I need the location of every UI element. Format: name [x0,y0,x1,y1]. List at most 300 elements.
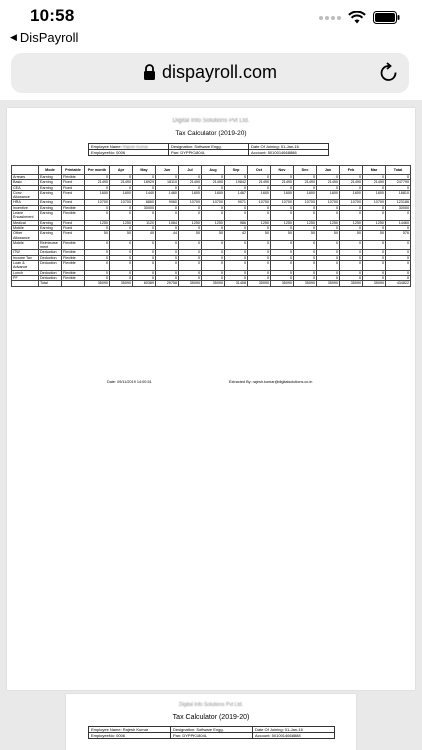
table-cell: 0 [179,185,202,190]
battery-icon [373,11,400,24]
table-cell: ITW [12,250,39,255]
table-cell: 0 [248,275,271,280]
table-cell: 10700 [85,200,110,205]
table-cell: 0 [386,250,411,255]
table-cell: 0 [271,275,294,280]
table-cell: Basic [12,180,39,185]
table-cell: 0 [294,250,317,255]
table-cell: Deduction [39,255,62,260]
table-cell: Flexible [62,250,85,255]
table-cell: 0 [294,270,317,275]
table-cell: 0 [363,275,386,280]
table-cell: 0 [363,261,386,271]
table-cell: 0 [317,185,340,190]
pdf-page-1 [7,108,415,690]
page2-company-name: Digital Info Solutions Pvt Ltd. [179,702,243,708]
table-cell: 0 [294,211,317,221]
table-cell: 0 [386,270,411,275]
address-bar[interactable] [11,53,409,93]
table-cell: 1600 [294,190,317,200]
table-cell: 1600 [340,190,363,200]
table-cell: 0 [363,205,386,210]
table-cell: 0 [225,250,248,255]
table-cell: 986 [225,220,248,225]
table-cell: 0 [179,255,202,260]
table-cell: 30000 [133,205,156,210]
table-cell: 0 [248,211,271,221]
table-cell: 10700 [294,200,317,205]
column-header: Jan [317,166,340,175]
column-header: Mode [39,166,62,175]
table-cell: 0 [363,185,386,190]
table-cell: 0 [156,250,179,255]
table-cell: Earning [39,190,62,200]
table-cell: 0 [179,175,202,180]
table-cell: 0 [363,255,386,260]
table-cell: 0 [271,270,294,275]
table-cell: 1600 [85,190,110,200]
employee-name-cell: Employee Name: Rajesh Kumar [89,144,169,150]
table-cell: Mobile [12,240,39,250]
table-cell: 0 [156,270,179,275]
table-cell: 0 [340,205,363,210]
column-header: Printable [62,166,85,175]
table-cell [12,281,39,286]
employee-info-table [88,143,329,156]
table-cell: 0 [317,255,340,260]
table-cell: 0 [363,240,386,250]
table-cell: 0 [294,261,317,271]
table-cell: 0 [179,240,202,250]
table-cell: 1084 [156,220,179,225]
column-header: Total [386,166,411,175]
table-header-row [12,166,411,175]
table-cell: Lunch [12,270,39,275]
table-cell: 0 [248,225,271,230]
table-cell: 1600 [110,190,133,200]
table-cell: 0 [133,255,156,260]
table-cell: 0 [271,255,294,260]
table-row [12,240,411,250]
table-cell: 0 [294,255,317,260]
table-cell: 247790 [386,180,411,185]
table-cell: 1600 [271,190,294,200]
table-cell: 0 [248,250,271,255]
table-cell: Fixed [62,185,85,190]
table-cell: 0 [156,185,179,190]
table-cell: 0 [202,211,225,221]
table-cell: 0 [248,255,271,260]
table-cell: 0 [133,270,156,275]
table-cell: Fixed [62,231,85,241]
url-text: dispayroll.com [161,62,278,82]
table-cell: 0 [110,275,133,280]
table-cell: 0 [363,225,386,230]
table-cell: 0 [386,185,411,190]
table-cell: 0 [317,225,340,230]
column-header: Oct [248,166,271,175]
table-cell: 0 [294,175,317,180]
table-cell: 0 [156,261,179,271]
table-cell: 0 [317,270,340,275]
table-cell: 0 [363,250,386,255]
table-cell: 0 [248,240,271,250]
table-cell: 0 [340,270,363,275]
table-cell: 0 [156,275,179,280]
print-date: Date: 09/11/2019 14:00:51 [107,380,152,384]
table-cell: 0 [317,211,340,221]
table-cell: 0 [386,211,411,221]
table-cell: 0 [110,261,133,271]
table-cell: 35090 [363,281,386,286]
table-cell: 50 [202,231,225,241]
page2-account: Account: 5010014668888 [253,733,335,739]
table-cell: 0 [202,270,225,275]
table-cell: 0 [386,275,411,280]
table-cell: 0 [248,175,271,180]
table-cell: 0 [340,240,363,250]
table-cell: 9071 [225,200,248,205]
table-cell: 1250 [202,220,225,225]
table-cell: 18810 [386,190,411,200]
table-cell: 0 [386,255,411,260]
table-cell: 0 [317,205,340,210]
table-cell: 0 [110,240,133,250]
table-cell: 0 [248,261,271,271]
table-cell: 0 [133,225,156,230]
table-cell: 21490 [85,180,110,185]
table-cell: 0 [133,261,156,271]
table-cell: 1440 [133,190,156,200]
column-header: Dec [294,166,317,175]
table-cell: Earning [39,225,62,230]
table-cell: Income Tax [12,255,39,260]
table-cell: Total [39,281,62,286]
table-cell: Deduction [39,261,62,271]
back-triangle-icon: ◀ [10,32,17,42]
table-cell: 0 [317,261,340,271]
doj-cell: Date Of Joining: 01-Jan-16 [249,144,329,150]
table-cell: 50 [294,231,317,241]
table-cell: Other Allowance [12,231,39,241]
table-cell: 60389 [133,281,156,286]
table-cell: Fixed [62,200,85,205]
reload-icon[interactable] [379,62,399,84]
table-cell: 0 [363,175,386,180]
table-cell [62,281,85,286]
table-cell: 0 [225,185,248,190]
table-cell: 42 [225,231,248,241]
table-cell: Flexible [62,175,85,180]
column-header: Sep [225,166,248,175]
table-cell: 10700 [363,200,386,205]
table-cell: Earning [39,175,62,180]
table-cell: 0 [271,240,294,250]
column-header: Aug [202,166,225,175]
table-row [12,211,411,221]
table-cell: 1600 [317,190,340,200]
table-cell: 21490 [317,180,340,185]
page2-employee-info-table [88,726,335,739]
table-cell: Flexible [62,275,85,280]
table-cell: 0 [294,185,317,190]
table-cell: 0 [294,240,317,250]
column-header: Jun [156,166,179,175]
table-cell: Flexible [62,205,85,210]
column-header: Nov [271,166,294,175]
table-cell: Arrears [12,175,39,180]
table-cell: 21490 [340,180,363,185]
table-row [12,281,411,286]
table-cell: 0 [317,240,340,250]
table-cell: 0 [317,175,340,180]
table-cell: 50 [85,231,110,241]
table-cell: Flexible [62,261,85,271]
page2-pan: Pan: DYPPK1804L [171,733,253,739]
table-cell: 1460 [156,190,179,200]
status-time: 10:58 [30,6,75,25]
table-cell: 10700 [202,200,225,205]
table-cell: 0 [85,211,110,221]
table-cell: 0 [294,225,317,230]
table-cell: 1467 [225,190,248,200]
table-cell: Conv Allowance [12,190,39,200]
table-cell: 0 [133,185,156,190]
table-cell: 50 [271,231,294,241]
column-header: Mar [363,166,386,175]
table-cell: 0 [317,275,340,280]
table-cell: 31408 [225,281,248,286]
table-cell: 0 [179,250,202,255]
table-cell: 0 [179,205,202,210]
table-cell: Deduction [39,275,62,280]
account-cell: Account: 5010014668888 [249,150,329,156]
table-cell: 0 [202,261,225,271]
table-cell: 0 [271,261,294,271]
table-cell: 10700 [340,200,363,205]
table-cell: 10700 [271,200,294,205]
table-cell: 19842 [225,180,248,185]
table-cell: 0 [85,255,110,260]
table-cell: 8860 [133,200,156,205]
table-cell: 0 [179,261,202,271]
status-icons [319,11,400,24]
company-name: Digital Info Solutions Pvt Ltd. [172,118,250,124]
table-cell: 0 [271,211,294,221]
table-cell: HRA [12,200,39,205]
table-cell: 0 [85,225,110,230]
table-cell: Flexible [62,270,85,275]
table-cell: 14460 [386,220,411,225]
table-cell: 0 [202,205,225,210]
table-cell: 35090 [340,281,363,286]
table-cell: 10700 [248,200,271,205]
table-cell: 50 [179,231,202,241]
table-cell: Earning [39,220,62,225]
table-cell: 0 [225,270,248,275]
table-cell: 0 [133,175,156,180]
table-cell: 0 [225,261,248,271]
table-cell: Earning [39,231,62,241]
table-cell: 0 [271,205,294,210]
table-cell: 10700 [179,200,202,205]
table-cell: 50 [110,231,133,241]
table-cell: PF [12,275,39,280]
table-cell: 0 [225,225,248,230]
table-cell: 1600 [248,190,271,200]
table-cell: 0 [202,175,225,180]
table-cell: 44 [156,231,179,241]
page2-employee-name: Employee Name: Rajesh Kumar [89,727,171,733]
table-cell: 434822 [386,281,411,286]
table-cell: 0 [340,275,363,280]
table-cell: 0 [202,275,225,280]
table-cell: 0 [110,225,133,230]
table-cell: 0 [386,225,411,230]
table-cell: 0 [85,185,110,190]
table-cell: 0 [85,240,110,250]
table-cell: 0 [202,225,225,230]
table-row [12,190,411,200]
table-cell: 1250 [179,220,202,225]
table-cell: 21490 [271,180,294,185]
table-cell: 0 [271,175,294,180]
table-cell: Flexible [62,255,85,260]
table-cell: 0 [294,275,317,280]
table-cell: Mobile [12,225,39,230]
table-cell: 1250 [294,220,317,225]
table-cell: 29758 [156,281,179,286]
table-cell: 0 [85,270,110,275]
table-cell: 0 [248,205,271,210]
table-cell: 576 [386,231,411,241]
table-cell: 0 [156,175,179,180]
table-body [12,175,411,287]
table-cell: 1600 [363,190,386,200]
table-cell: 0 [202,255,225,260]
table-cell: 21490 [179,180,202,185]
table-cell: 0 [363,211,386,221]
table-cell: 35090 [248,281,271,286]
page2-designation: Designation: Software Engg. [171,727,253,733]
table-cell: 21490 [248,180,271,185]
table-cell: 1250 [363,220,386,225]
table-cell: 0 [156,211,179,221]
table-cell: 50 [340,231,363,241]
page2-doj: Date Of Joining: 01-Jan-16 [253,727,335,733]
table-cell: 35090 [179,281,202,286]
table-cell: 0 [271,225,294,230]
table-cell: CEA [12,185,39,190]
table-cell: Incentive [12,205,39,210]
table-cell: 0 [225,255,248,260]
table-cell: 0 [179,211,202,221]
cellular-signal-icon [319,16,341,20]
table-cell: 21490 [294,180,317,185]
table-cell: Loan & Advance [12,261,39,271]
table-cell: 1120 [133,220,156,225]
pdf-page-2 [66,694,356,750]
table-cell: 0 [85,175,110,180]
table-cell: 0 [340,185,363,190]
table-cell: 9060 [156,200,179,205]
table-cell: Earning [39,185,62,190]
table-cell: Flexible [62,240,85,250]
table-cell: 0 [179,275,202,280]
table-cell: 0 [386,240,411,250]
table-cell: 0 [340,175,363,180]
table-cell: 0 [386,261,411,271]
table-cell: 0 [248,270,271,275]
table-cell: 0 [156,240,179,250]
table-cell: 0 [202,240,225,250]
wifi-icon [348,11,366,24]
table-cell: 50 [248,231,271,241]
table-cell: 0 [340,261,363,271]
table-cell: 1250 [317,220,340,225]
table-cell: 21490 [110,180,133,185]
table-cell: 50 [363,231,386,241]
column-header: Feb [340,166,363,175]
table-cell: 0 [85,250,110,255]
table-cell: Reimbursement [39,240,62,250]
table-cell: 18929 [133,180,156,185]
table-cell: Earning [39,200,62,205]
table-cell: 0 [225,275,248,280]
column-header [12,166,39,175]
pan-cell: Pan: DYPPK1804L [169,150,249,156]
table-cell: 0 [317,250,340,255]
table-cell: 10700 [110,200,133,205]
table-cell: Deduction [39,250,62,255]
back-to-app-button[interactable] [10,30,78,45]
table-cell: 0 [179,225,202,230]
table-cell: 0 [110,175,133,180]
back-app-label: DisPayroll [19,30,79,45]
table-cell: 0 [202,250,225,255]
table-cell: Earning [39,180,62,185]
table-cell: 0 [110,255,133,260]
table-cell: 35090 [85,281,110,286]
table-cell: 0 [340,211,363,221]
table-cell: Fixed [62,190,85,200]
table-cell: 1250 [85,220,110,225]
table-cell: Leave Encashment [12,211,39,221]
table-cell: 0 [202,185,225,190]
url-display[interactable] [11,62,409,83]
table-cell: 40 [133,231,156,241]
table-cell: 0 [156,225,179,230]
table-cell: 18110 [156,180,179,185]
table-cell: 21490 [363,180,386,185]
document-title: Tax Calculator (2019-20) [175,130,247,137]
table-cell: 0 [340,250,363,255]
table-cell: Medical [12,220,39,225]
table-cell: 0 [133,275,156,280]
table-cell: 10700 [317,200,340,205]
table-cell: 1250 [110,220,133,225]
extracted-by: Extracted By: rajesh.kumar@digitalsolutions.co.in [229,380,313,384]
table-cell: 1600 [202,190,225,200]
column-header: Jul [179,166,202,175]
table-cell: Earning [39,205,62,210]
table-cell: 0 [133,211,156,221]
table-cell: 35090 [110,281,133,286]
page2-empno: EmployeeNo: 0006 [89,733,171,739]
table-cell: 1250 [271,220,294,225]
table-cell: Flexible [62,211,85,221]
table-cell: 1250 [248,220,271,225]
